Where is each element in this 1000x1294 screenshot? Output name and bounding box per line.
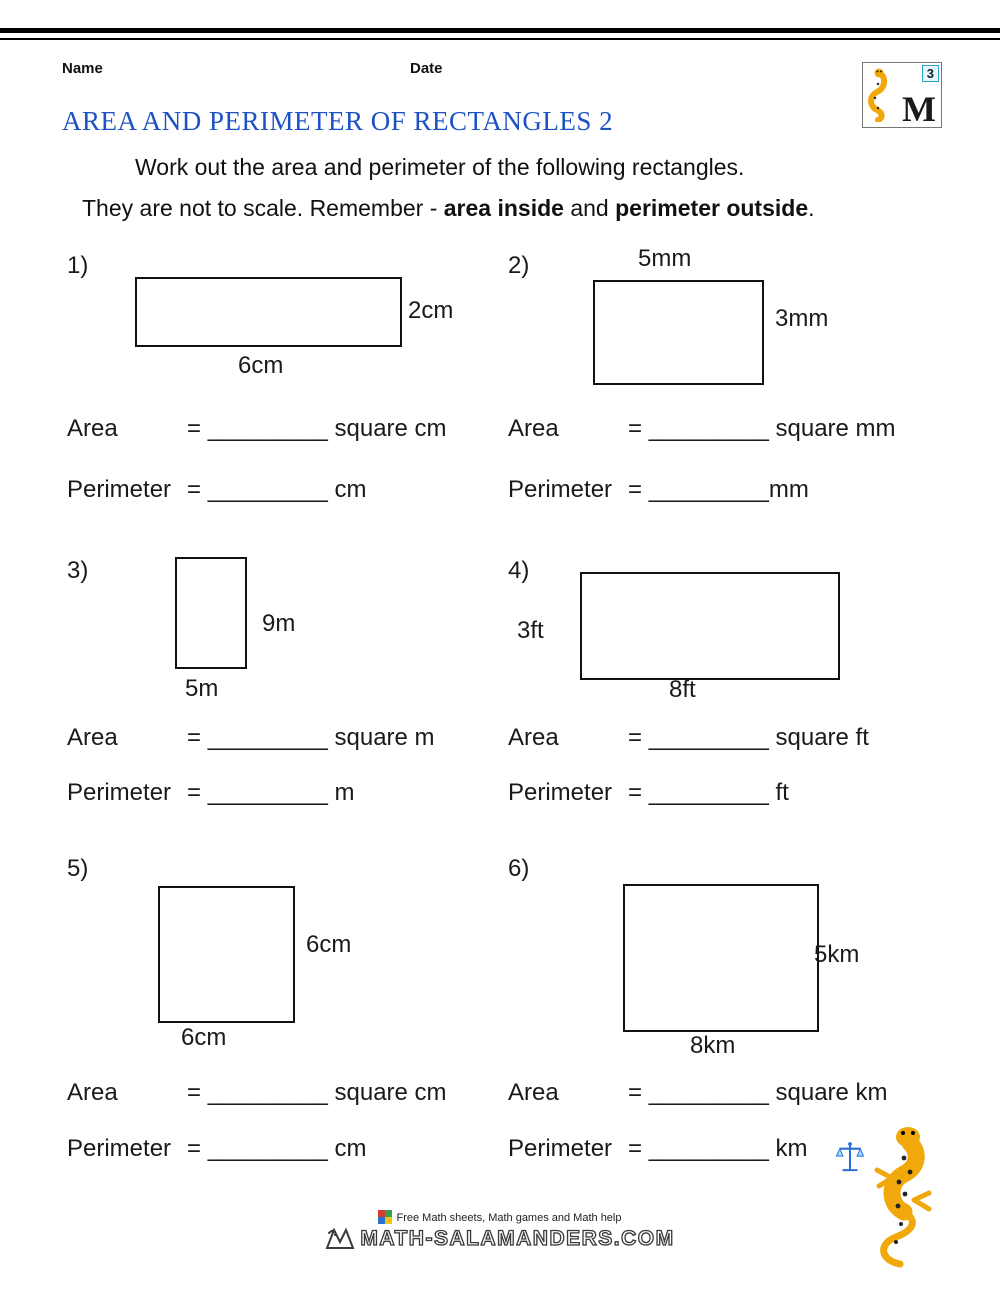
- problem-3-width-label: 5m: [185, 675, 219, 702]
- answer-blank: _________: [207, 724, 328, 751]
- answer-blank: _________: [648, 779, 769, 806]
- problem-3-number: 3): [67, 557, 89, 584]
- problem-1-number: 1): [67, 252, 89, 279]
- problem-6-number: 6): [508, 855, 530, 882]
- perimeter-unit: ft: [775, 779, 789, 806]
- perimeter-label: Perimeter: [508, 779, 613, 806]
- perimeter-label: Perimeter: [508, 476, 613, 503]
- footer-tagline: Free Math sheets, Math games and Math help: [396, 1212, 622, 1224]
- equals-sign: =: [628, 724, 643, 751]
- answer-blank: _________: [648, 1079, 769, 1106]
- logo-letter: M: [902, 89, 936, 129]
- footer-site-row: [0, 1227, 1000, 1251]
- site-logo: [862, 62, 942, 128]
- problem-3-area-question: [67, 724, 435, 752]
- instruction-text: and: [563, 195, 616, 221]
- problem-4-rectangle: [580, 572, 840, 680]
- problem-2-area-question: [508, 415, 896, 443]
- area-unit: square km: [775, 1079, 888, 1106]
- problem-6-width-label: 8km: [690, 1032, 736, 1059]
- problem-5-rectangle: [158, 886, 295, 1023]
- answer-blank: _________: [648, 1135, 769, 1162]
- problem-5-number: 5): [67, 855, 89, 882]
- instruction-bold-area-inside: area inside: [443, 195, 564, 221]
- problem-4-height-label: 3ft: [517, 617, 544, 644]
- area-label: Area: [67, 415, 118, 442]
- salamander-m-icon: [325, 1227, 355, 1249]
- perimeter-label: Perimeter: [67, 779, 172, 806]
- equals-sign: =: [187, 415, 202, 442]
- name-label: Name: [62, 60, 103, 77]
- problem-4-number: 4): [508, 557, 530, 584]
- problem-1-rectangle: [135, 277, 402, 347]
- grade-badge: 3: [922, 65, 939, 82]
- footer: [0, 1210, 1000, 1251]
- problem-6-perimeter-question: [508, 1135, 808, 1163]
- answer-blank: _________: [207, 415, 328, 442]
- area-unit: square cm: [334, 1079, 447, 1106]
- problem-5-perimeter-question: [67, 1135, 367, 1163]
- problem-1-area-question: [67, 415, 447, 443]
- answer-blank: _________: [648, 415, 769, 442]
- equals-sign: =: [187, 724, 202, 751]
- area-label: Area: [67, 724, 118, 751]
- perimeter-label: Perimeter: [67, 1135, 172, 1162]
- area-label: Area: [508, 415, 559, 442]
- page-title: AREA AND PERIMETER OF RECTANGLES 2: [62, 106, 614, 136]
- footer-tagline-row: [0, 1210, 1000, 1224]
- answer-blank: _________: [648, 724, 769, 751]
- problem-5-width-label: 6cm: [181, 1024, 227, 1051]
- problem-4-area-question: [508, 724, 869, 752]
- answer-blank: _________: [207, 1079, 328, 1106]
- problem-5-area-question: [67, 1079, 447, 1107]
- problem-6-height-label: 5km: [814, 941, 860, 968]
- perimeter-unit: mm: [768, 476, 809, 503]
- problem-4-perimeter-question: [508, 779, 789, 807]
- instruction-line-2: [82, 195, 815, 222]
- problem-2-width-label: 5mm: [638, 245, 692, 272]
- problem-6-rectangle: [623, 884, 819, 1032]
- problem-4-width-label: 8ft: [669, 676, 696, 703]
- equals-sign: =: [187, 779, 202, 806]
- area-label: Area: [67, 1079, 118, 1106]
- perimeter-unit: m: [334, 779, 355, 806]
- problem-2-number: 2): [508, 252, 530, 279]
- answer-blank: _________: [207, 779, 328, 806]
- problem-1-width-label: 6cm: [238, 352, 284, 379]
- date-label: Date: [410, 60, 443, 77]
- equals-sign: =: [187, 476, 202, 503]
- equals-sign: =: [187, 1135, 202, 1162]
- equals-sign: =: [628, 779, 643, 806]
- perimeter-label: Perimeter: [508, 1135, 613, 1162]
- area-unit: square mm: [775, 415, 896, 442]
- area-unit: square ft: [775, 724, 869, 751]
- instruction-text: .: [808, 195, 815, 221]
- area-unit: square m: [334, 724, 435, 751]
- equals-sign: =: [628, 476, 643, 503]
- instruction-line-1: Work out the area and perimeter of the following rectangles.: [135, 154, 745, 180]
- footer-site-name: MATH-SALAMANDERS.COM: [360, 1227, 675, 1250]
- answer-blank: _________: [207, 1135, 328, 1162]
- perimeter-unit: cm: [334, 1135, 367, 1162]
- instruction-bold-perimeter-outside: perimeter outside: [615, 195, 809, 221]
- mini-logo-icon: [378, 1210, 392, 1224]
- problem-2-height-label: 3mm: [775, 305, 829, 332]
- problem-3-rectangle: [175, 557, 247, 669]
- salamander-icon: [865, 68, 891, 122]
- perimeter-unit: cm: [334, 476, 367, 503]
- problem-3-perimeter-question: [67, 779, 355, 807]
- problem-1-height-label: 2cm: [408, 297, 454, 324]
- equals-sign: =: [628, 1079, 643, 1106]
- equals-sign: =: [187, 1079, 202, 1106]
- equals-sign: =: [628, 415, 643, 442]
- problem-6-area-question: [508, 1079, 888, 1107]
- problem-2-rectangle: [593, 280, 764, 385]
- equals-sign: =: [628, 1135, 643, 1162]
- perimeter-unit: km: [775, 1135, 808, 1162]
- problem-2-perimeter-question: [508, 476, 809, 504]
- problem-5-height-label: 6cm: [306, 931, 352, 958]
- answer-blank: _________: [648, 476, 769, 503]
- area-label: Area: [508, 724, 559, 751]
- area-label: Area: [508, 1079, 559, 1106]
- area-unit: square cm: [334, 415, 447, 442]
- top-divider: [0, 28, 1000, 40]
- problem-1-perimeter-question: [67, 476, 367, 504]
- perimeter-label: Perimeter: [67, 476, 172, 503]
- instruction-text: They are not to scale. Remember -: [82, 195, 444, 221]
- problem-3-height-label: 9m: [262, 610, 296, 637]
- answer-blank: _________: [207, 476, 328, 503]
